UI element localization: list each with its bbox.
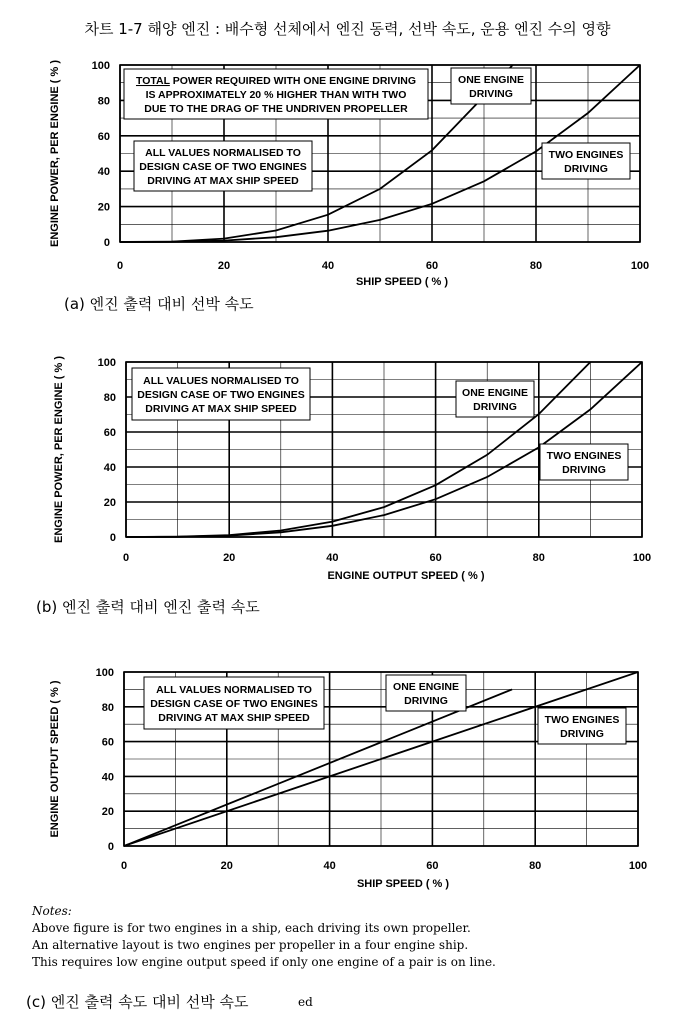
- x-tick-label: 80: [532, 552, 545, 564]
- x-tick-label: 40: [323, 860, 336, 872]
- annotation-text: DRIVING: [562, 464, 606, 476]
- caption-c-fragment: ed: [298, 995, 313, 1009]
- y-tick-label: 40: [101, 771, 114, 784]
- x-tick-label: 40: [321, 260, 335, 272]
- annotation-text: ALL VALUES NORMALISED TO: [143, 375, 299, 387]
- y-tick-label: 40: [103, 462, 116, 474]
- annotation-text: DRIVING: [564, 163, 608, 175]
- annotation-text: ALL VALUES NORMALISED TO: [156, 684, 312, 696]
- x-tick-label: 80: [529, 260, 543, 272]
- annotation-text: TWO ENGINES: [544, 714, 620, 726]
- annotation-text: DRIVING AT MAX SHIP SPEED: [147, 175, 299, 187]
- notes-line: Above figure is for two engines in a ship, each driving its own propeller.: [32, 921, 471, 935]
- y-tick-label: 20: [103, 497, 116, 509]
- x-axis-label: ENGINE OUTPUT SPEED ( % ): [327, 570, 485, 582]
- x-tick-label: 20: [223, 552, 236, 564]
- y-tick-label: 60: [103, 427, 116, 439]
- notes-line: An alternative layout is two engines per propeller in a four engine ship.: [32, 938, 469, 952]
- x-axis-label: SHIP SPEED ( % ): [355, 276, 449, 288]
- annotation-text: ONE ENGINE: [393, 681, 459, 693]
- x-tick-label: 0: [116, 260, 124, 272]
- annotation-text: ONE ENGINE: [458, 74, 524, 86]
- y-tick-label: 60: [97, 130, 110, 143]
- x-tick-label: 60: [425, 260, 439, 272]
- y-tick-label: 60: [101, 736, 114, 749]
- notes-line: This requires low engine output speed if only one engine of a pair is on line.: [32, 955, 496, 969]
- y-tick-label: 0: [107, 841, 114, 853]
- caption-c: (c) 엔진 출력 속도 대비 선박 속도: [26, 993, 249, 1011]
- annotation-text: DRIVING: [404, 695, 448, 707]
- annotation-text: ONE ENGINE: [462, 387, 528, 399]
- annotation-text: DESIGN CASE OF TWO ENGINES: [137, 389, 305, 401]
- annotation-text: DRIVING AT MAX SHIP SPEED: [145, 403, 297, 415]
- annotation-text: DRIVING: [469, 88, 513, 100]
- annotation-text: DRIVING: [473, 401, 517, 413]
- notes: [32, 903, 496, 971]
- annotation-text: IS APPROXIMATELY 20 % HIGHER THAN WITH TWO: [145, 89, 407, 101]
- y-tick-label: 0: [103, 237, 110, 249]
- page-title: 차트 1-7 해양 엔진 : 배수형 선체에서 엔진 동력, 선박 속도, 운용 엔진 수의 영향: [84, 20, 611, 38]
- x-tick-label: 80: [529, 860, 542, 872]
- y-tick-label: 40: [97, 166, 110, 179]
- y-axis-label: ENGINE POWER, PER ENGINE ( % ): [49, 59, 61, 248]
- y-tick-label: 100: [97, 357, 116, 369]
- x-tick-label: 20: [220, 860, 233, 872]
- chart-engine-power-vs-ship-speed: [0, 55, 695, 290]
- y-axis-label: ENGINE POWER, PER ENGINE ( % ): [53, 355, 65, 544]
- annotation-text: TWO ENGINES: [548, 149, 624, 161]
- y-axis-label: ENGINE OUTPUT SPEED ( % ): [49, 680, 61, 838]
- x-tick-label: 0: [122, 552, 130, 564]
- x-tick-label: 60: [426, 860, 439, 872]
- x-tick-label: 100: [632, 552, 652, 564]
- annotation-text: DESIGN CASE OF TWO ENGINES: [139, 161, 307, 173]
- y-tick-label: 20: [101, 806, 114, 819]
- y-tick-label: 80: [101, 701, 114, 714]
- y-tick-label: 20: [97, 201, 110, 214]
- x-tick-label: 20: [217, 260, 231, 272]
- caption-b: (b) 엔진 출력 대비 엔진 출력 속도: [36, 598, 260, 616]
- annotation-text: TWO ENGINES: [546, 450, 622, 462]
- annotation-text: DRIVING AT MAX SHIP SPEED: [158, 712, 310, 724]
- x-axis-label: SHIP SPEED ( % ): [356, 878, 450, 890]
- caption-a: (a) 엔진 출력 대비 선박 속도: [64, 295, 254, 313]
- x-tick-label: 0: [120, 860, 128, 872]
- notes-heading: Notes:: [32, 904, 72, 918]
- y-tick-label: 100: [95, 667, 114, 679]
- x-tick-label: 40: [326, 552, 339, 564]
- chart-output-speed-vs-ship-speed: [0, 662, 695, 896]
- x-tick-label: 100: [630, 260, 650, 272]
- y-tick-label: 80: [103, 392, 116, 404]
- annotation-text: DUE TO THE DRAG OF THE UNDRIVEN PROPELLER: [144, 103, 408, 115]
- annotation-text: DESIGN CASE OF TWO ENGINES: [150, 698, 318, 710]
- y-tick-label: 80: [97, 95, 110, 108]
- chart-engine-power-vs-output-speed: [0, 350, 695, 586]
- y-tick-label: 100: [91, 60, 110, 72]
- x-tick-label: 60: [429, 552, 442, 564]
- annotation-text: TOTAL POWER REQUIRED WITH ONE ENGINE DRIVING: [135, 75, 417, 87]
- x-tick-label: 100: [628, 860, 648, 872]
- annotation-text: ALL VALUES NORMALISED TO: [145, 147, 301, 159]
- annotation-underlined-word: TOTAL: [135, 75, 170, 87]
- annotation-text: DRIVING: [560, 728, 604, 740]
- y-tick-label: 0: [109, 532, 116, 544]
